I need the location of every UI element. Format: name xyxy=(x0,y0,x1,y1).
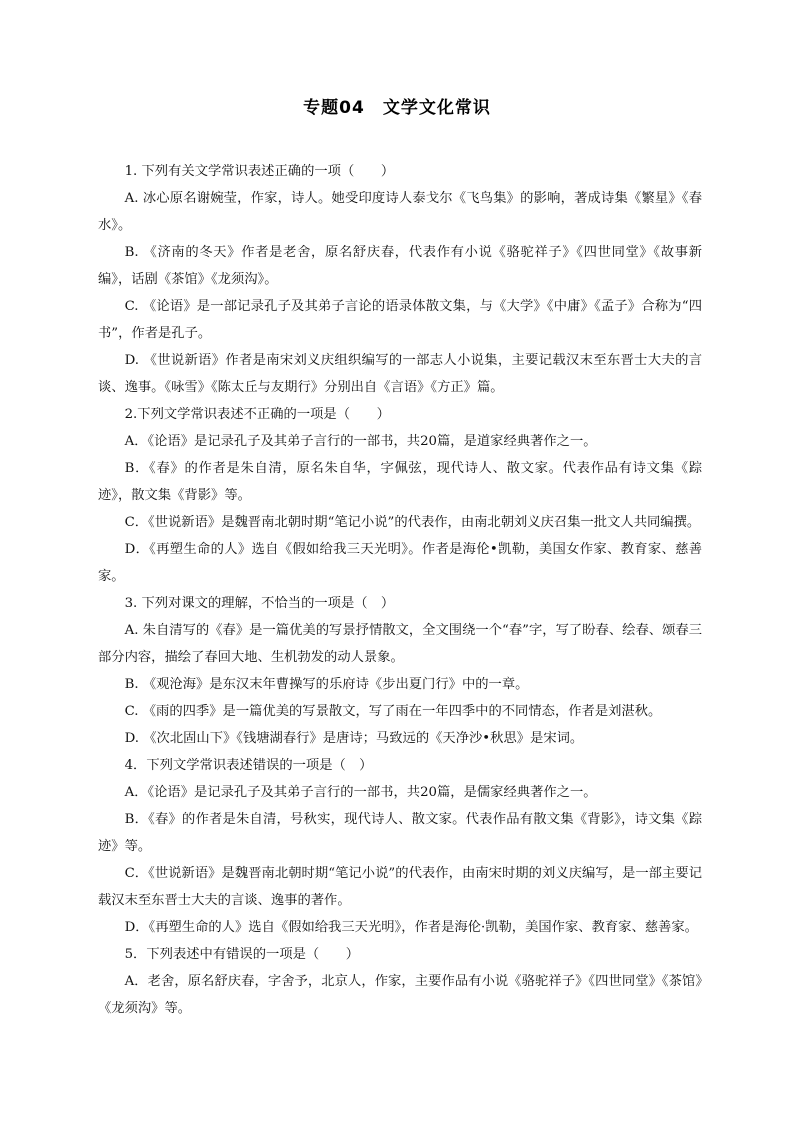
question-3-option-d: D. 《次北固山下》《钱塘湖春行》是唐诗；马致远的《天净沙•秋思》是宋词。 xyxy=(124,731,584,746)
question-4-option-d: D．《再塑生命的人》选自《假如给我三天光明》，作者是海伦·凯勒，美国作家、教育家、慈善家。 xyxy=(124,920,698,935)
question-list xyxy=(98,158,702,1022)
question-2-option-a: A．《论语》是记录孔子及其弟子言行的一部书，共20篇，是道家经典著作之一。 xyxy=(124,434,597,449)
question-3-stem: 3. 下列对课文的理解，不恰当的一项是（ ） xyxy=(124,596,395,611)
question-3-option-a: A. 朱自清写的《春》是一篇优美的写景抒情散文，全文围绕一个“春”字，写了盼春、绘春、颂春三部分内容，描绘了春回大地、生机勃发的动人景象。 xyxy=(98,623,702,665)
question-2-option-d: D．《再塑生命的人》选自《假如给我三天光明》。作者是海伦•凯勒，美国女作家、教育家、慈善家。 xyxy=(98,542,702,584)
question-5-stem: 5．下列表述中有错误的一项是（ ） xyxy=(124,947,360,962)
question-1-option-b: B. 《济南的冬天》作者是老舍，原名舒庆春，代表作有小说《骆驼祥子》《四世同堂》《故事新编》，话剧《茶馆》《龙须沟》。 xyxy=(98,245,702,287)
question-1-option-a: A. 冰心原名谢婉莹，作家，诗人。她受印度诗人泰戈尔《飞鸟集》的影响，著成诗集《繁星》《春水》。 xyxy=(98,191,702,233)
question-3-option-c: C. 《雨的四季》是一篇优美的写景散文，写了雨在一年四季中的不同情态，作者是刘湛秋。 xyxy=(124,704,662,719)
question-4-option-b: B．《春》的作者是朱自清，号秋实，现代诗人、散文家。代表作品有散文集《背影》，诗文集《踪迹》等。 xyxy=(98,812,702,854)
question-2-option-c: C．《世说新语》是魏晋南北朝时期“笔记小说”的代表作，由南北朝刘义庆召集一批文人共同编撰。 xyxy=(124,515,701,530)
question-1-stem: 1. 下列有关文学常识表述正确的一项（ ） xyxy=(124,164,395,179)
question-2-option-b: B．《春》的作者是朱自清，原名朱自华，字佩弦，现代诗人、散文家。代表作品有诗文集《踪迹》，散文集《背影》等。 xyxy=(98,461,702,503)
question-4-option-c: C．《世说新语》是魏晋南北朝时期“笔记小说”的代表作，由南宋时期的刘义庆编写，是一部主要记载汉末至东晋士大夫的言谈、逸事的著作。 xyxy=(98,866,702,908)
question-2-stem: 2.下列文学常识表述不正确的一项是（ ） xyxy=(124,407,390,422)
question-3-option-b: B. 《观沧海》是东汉末年曹操写的乐府诗《步出夏门行》中的一章。 xyxy=(124,677,529,692)
question-5-option-a: A．老舍，原名舒庆春，字舍予，北京人，作家，主要作品有小说《骆驼祥子》《四世同堂》《茶馆》《龙须沟》等。 xyxy=(98,974,702,1016)
question-1-option-d: D. 《世说新语》作者是南宋刘义庆组织编写的一部志人小说集，主要记载汉末至东晋士大夫的言谈、逸事。《咏雪》《陈太丘与友期行》分别出自《言语》《方正》篇。 xyxy=(98,353,702,395)
question-4-option-a: A．《论语》是记录孔子及其弟子言行的一部书，共20篇，是儒家经典著作之一。 xyxy=(124,785,597,800)
page-title: 专题04 文学文化常识 xyxy=(303,98,491,118)
question-1-option-c: C. 《论语》是一部记录孔子及其弟子言论的语录体散文集，与《大学》《中庸》《孟子》合称为“四书”，作者是孔子。 xyxy=(98,299,702,341)
question-4-stem: 4．下列文学常识表述错误的一项是（ ） xyxy=(124,758,373,773)
